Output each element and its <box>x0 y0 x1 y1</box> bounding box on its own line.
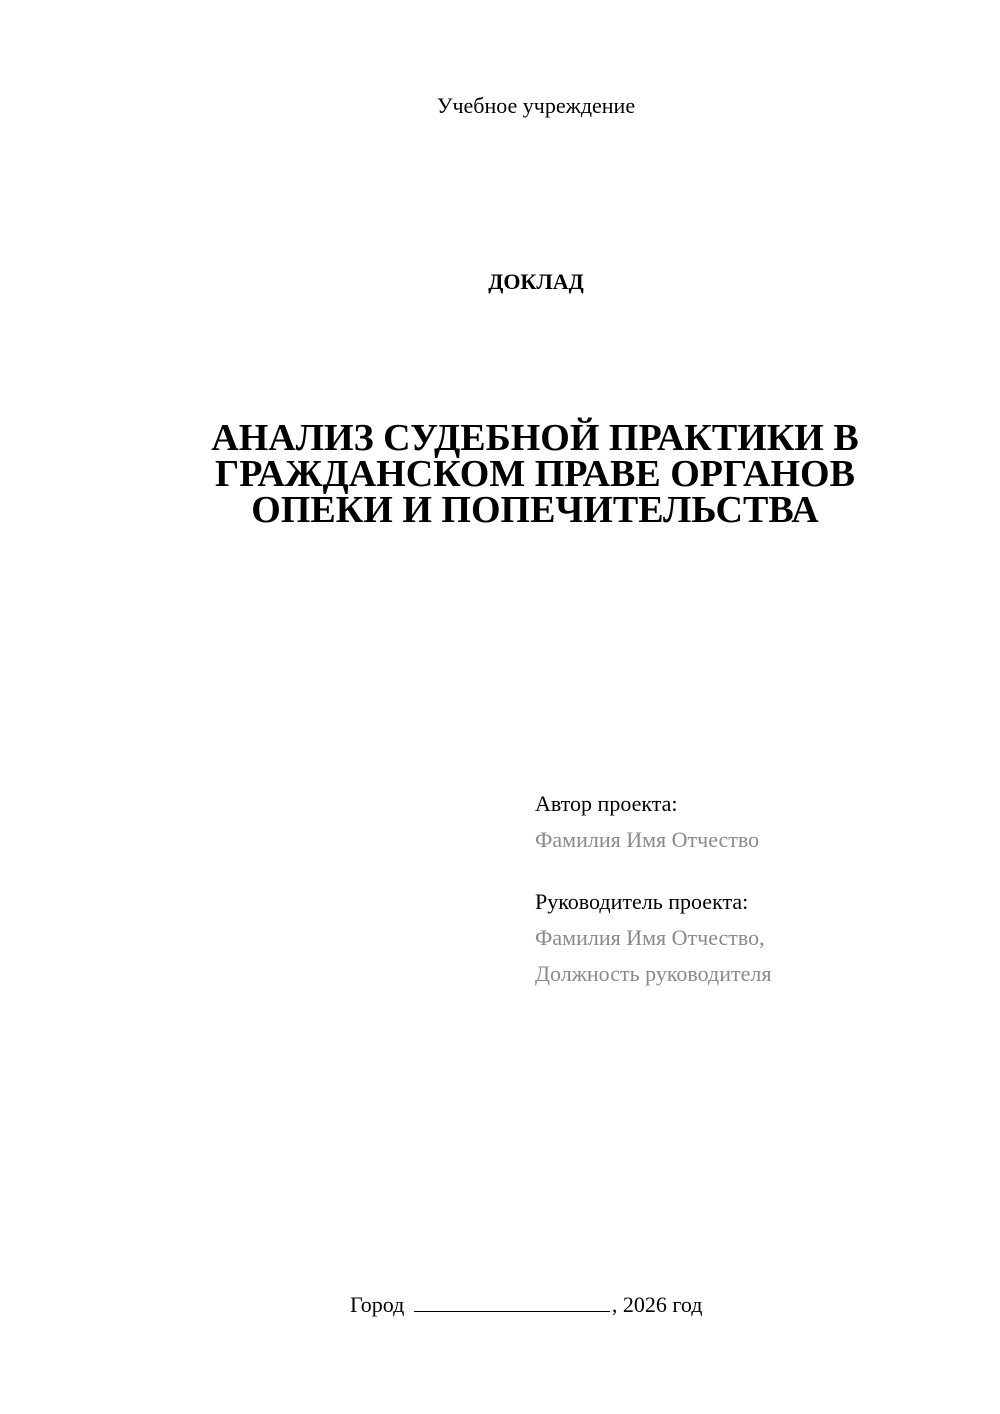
title-line-3: ОПЕКИ И ПОПЕЧИТЕЛЬСТВА <box>251 489 819 531</box>
document-title <box>180 417 890 531</box>
city-blank-line <box>414 1291 610 1312</box>
city-year-line <box>350 1290 702 1320</box>
author-label: Автор проекта: <box>535 791 678 816</box>
supervisor-position: Должность руководителя <box>535 961 772 986</box>
year-text: , 2026 год <box>611 1292 703 1317</box>
credits-block <box>535 786 975 992</box>
city-label: Город <box>350 1292 405 1317</box>
document-type: ДОКЛАД <box>488 269 584 294</box>
institution-name: Учебное учреждение <box>436 93 636 118</box>
supervisor-name: Фамилия Имя Отчество, <box>535 925 765 950</box>
supervisor-label: Руководитель проекта: <box>535 889 749 914</box>
title-line-1: АНАЛИЗ СУДЕБНОЙ ПРАКТИКИ В <box>211 417 859 459</box>
title-line-2: ГРАЖДАНСКОМ ПРАВЕ ОРГАНОВ <box>215 453 855 495</box>
author-name: Фамилия Имя Отчество <box>535 827 760 852</box>
